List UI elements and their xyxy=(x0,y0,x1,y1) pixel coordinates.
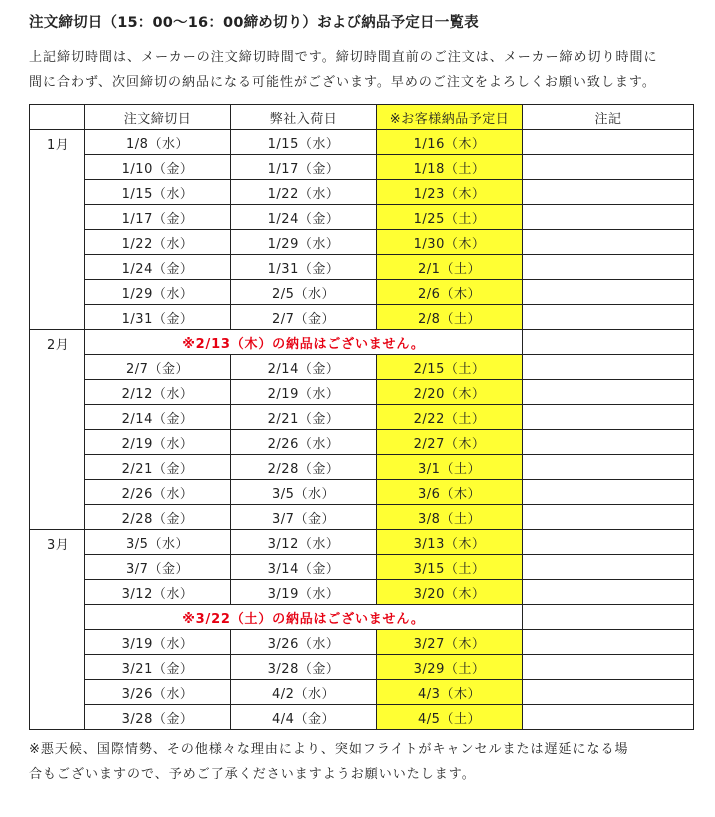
delivery-date-cell: 3/1（土） xyxy=(377,455,523,480)
note-cell xyxy=(523,130,694,155)
note-cell xyxy=(523,305,694,330)
delivery-date-cell: 3/15（土） xyxy=(377,555,523,580)
order-deadline-cell: 1/8（水） xyxy=(85,130,231,155)
arrival-date-cell: 2/21（金） xyxy=(231,405,377,430)
table-row xyxy=(30,505,694,530)
arrival-date-cell: 3/12（水） xyxy=(231,530,377,555)
order-deadline-cell: 3/21（金） xyxy=(85,655,231,680)
note-cell xyxy=(523,455,694,480)
order-deadline-cell: 1/24（金） xyxy=(85,255,231,280)
table-row xyxy=(30,130,694,155)
footnote-line: 合もございますので、予めご了承くださいますようお願いいたします。 xyxy=(29,767,476,782)
delivery-date-cell: 1/18（土） xyxy=(377,155,523,180)
arrival-date-cell: 1/24（金） xyxy=(231,205,377,230)
note-cell xyxy=(523,555,694,580)
table-row xyxy=(30,405,694,430)
month-label-march: 3月 xyxy=(30,530,85,730)
arrival-date-cell: 3/19（水） xyxy=(231,580,377,605)
note-cell xyxy=(523,155,694,180)
table-row xyxy=(30,630,694,655)
notice-row xyxy=(30,605,694,630)
arrival-date-cell: 3/14（金） xyxy=(231,555,377,580)
table-row xyxy=(30,255,694,280)
arrival-date-cell: 1/15（水） xyxy=(231,130,377,155)
delivery-date-cell: 3/6（木） xyxy=(377,480,523,505)
arrival-date-cell: 2/14（金） xyxy=(231,355,377,380)
note-cell xyxy=(523,605,694,630)
note-cell xyxy=(523,280,694,305)
header-arrival-date: 弊社入荷日 xyxy=(231,105,377,130)
arrival-date-cell: 1/29（水） xyxy=(231,230,377,255)
arrival-date-cell: 3/28（金） xyxy=(231,655,377,680)
note-cell xyxy=(523,255,694,280)
intro-text xyxy=(29,45,709,95)
month-label-february: 2月 xyxy=(30,330,85,530)
arrival-date-cell: 4/4（金） xyxy=(231,705,377,730)
table-row xyxy=(30,555,694,580)
delivery-date-cell: 3/27（木） xyxy=(377,630,523,655)
no-delivery-notice: ※2/13（木）の納品はございません。 xyxy=(85,330,523,355)
table-row xyxy=(30,680,694,705)
table-row xyxy=(30,455,694,480)
delivery-date-cell: 4/5（土） xyxy=(377,705,523,730)
delivery-date-cell: 2/8（土） xyxy=(377,305,523,330)
note-cell xyxy=(523,430,694,455)
order-deadline-cell: 3/7（金） xyxy=(85,555,231,580)
order-deadline-cell: 2/12（水） xyxy=(85,380,231,405)
table-row xyxy=(30,430,694,455)
delivery-date-cell: 1/23（木） xyxy=(377,180,523,205)
arrival-date-cell: 2/26（水） xyxy=(231,430,377,455)
order-deadline-cell: 1/29（水） xyxy=(85,280,231,305)
table-row xyxy=(30,280,694,305)
note-cell xyxy=(523,405,694,430)
arrival-date-cell: 1/17（金） xyxy=(231,155,377,180)
footnote-line: ※悪天候、国際情勢、その他様々な理由により、突如フライトがキャンセルまたは遅延になる場 xyxy=(29,742,629,757)
note-cell xyxy=(523,630,694,655)
delivery-date-cell: 1/16（木） xyxy=(377,130,523,155)
arrival-date-cell: 2/19（水） xyxy=(231,380,377,405)
delivery-date-cell: 2/27（木） xyxy=(377,430,523,455)
order-deadline-cell: 1/15（水） xyxy=(85,180,231,205)
order-deadline-cell: 3/19（水） xyxy=(85,630,231,655)
note-cell xyxy=(523,530,694,555)
arrival-date-cell: 3/5（水） xyxy=(231,480,377,505)
order-deadline-cell: 3/26（水） xyxy=(85,680,231,705)
order-deadline-cell: 2/14（金） xyxy=(85,405,231,430)
note-cell xyxy=(523,705,694,730)
delivery-date-cell: 2/1（土） xyxy=(377,255,523,280)
table-row xyxy=(30,655,694,680)
table-row xyxy=(30,480,694,505)
footnote xyxy=(29,737,704,787)
notice-row xyxy=(30,330,694,355)
header-month xyxy=(30,105,85,130)
header-note: 注記 xyxy=(523,105,694,130)
header-row xyxy=(30,105,694,130)
table-row xyxy=(30,355,694,380)
order-deadline-cell: 2/19（水） xyxy=(85,430,231,455)
intro-line: 間に合わず、次回締切の納品になる可能性がございます。早めのご注文をよろしくお願い致します。 xyxy=(29,75,656,90)
arrival-date-cell: 4/2（水） xyxy=(231,680,377,705)
note-cell xyxy=(523,330,694,355)
month-label-january: 1月 xyxy=(30,130,85,330)
page-title: 注文締切日（15：00〜16：00締め切り）および納品予定日一覧表 xyxy=(29,15,479,31)
delivery-date-cell: 2/20（木） xyxy=(377,380,523,405)
order-deadline-cell: 2/21（金） xyxy=(85,455,231,480)
schedule-table xyxy=(29,104,694,730)
order-deadline-cell: 2/7（金） xyxy=(85,355,231,380)
order-deadline-cell: 1/22（水） xyxy=(85,230,231,255)
table-row xyxy=(30,580,694,605)
order-deadline-cell: 1/10（金） xyxy=(85,155,231,180)
delivery-date-cell: 2/22（土） xyxy=(377,405,523,430)
note-cell xyxy=(523,205,694,230)
header-delivery-date: ※お客様納品予定日 xyxy=(377,105,523,130)
order-deadline-cell: 2/28（金） xyxy=(85,505,231,530)
table-row xyxy=(30,530,694,555)
note-cell xyxy=(523,380,694,405)
order-deadline-cell: 3/5（水） xyxy=(85,530,231,555)
table-row xyxy=(30,230,694,255)
delivery-date-cell: 3/20（木） xyxy=(377,580,523,605)
table-row xyxy=(30,205,694,230)
order-deadline-cell: 3/28（金） xyxy=(85,705,231,730)
table-row xyxy=(30,305,694,330)
order-deadline-cell: 1/17（金） xyxy=(85,205,231,230)
note-cell xyxy=(523,655,694,680)
arrival-date-cell: 2/7（金） xyxy=(231,305,377,330)
delivery-date-cell: 2/15（土） xyxy=(377,355,523,380)
order-deadline-cell: 1/31（金） xyxy=(85,305,231,330)
table-row xyxy=(30,155,694,180)
note-cell xyxy=(523,505,694,530)
delivery-date-cell: 3/13（木） xyxy=(377,530,523,555)
arrival-date-cell: 2/5（水） xyxy=(231,280,377,305)
intro-line: 上記締切時間は、メーカーの注文締切時間です。締切時間直前のご注文は、メーカー締め切り時間に xyxy=(29,50,658,65)
delivery-date-cell: 2/6（木） xyxy=(377,280,523,305)
delivery-date-cell: 1/30（木） xyxy=(377,230,523,255)
table-row xyxy=(30,380,694,405)
note-cell xyxy=(523,180,694,205)
arrival-date-cell: 1/22（水） xyxy=(231,180,377,205)
delivery-date-cell: 3/29（土） xyxy=(377,655,523,680)
table-row xyxy=(30,180,694,205)
arrival-date-cell: 3/7（金） xyxy=(231,505,377,530)
no-delivery-notice: ※3/22（土）の納品はございません。 xyxy=(85,605,523,630)
header-order-deadline: 注文締切日 xyxy=(85,105,231,130)
delivery-date-cell: 3/8（土） xyxy=(377,505,523,530)
note-cell xyxy=(523,230,694,255)
arrival-date-cell: 2/28（金） xyxy=(231,455,377,480)
order-deadline-cell: 3/12（水） xyxy=(85,580,231,605)
arrival-date-cell: 1/31（金） xyxy=(231,255,377,280)
arrival-date-cell: 3/26（水） xyxy=(231,630,377,655)
note-cell xyxy=(523,355,694,380)
note-cell xyxy=(523,680,694,705)
order-deadline-cell: 2/26（水） xyxy=(85,480,231,505)
table-row xyxy=(30,705,694,730)
note-cell xyxy=(523,580,694,605)
delivery-date-cell: 1/25（土） xyxy=(377,205,523,230)
note-cell xyxy=(523,480,694,505)
delivery-date-cell: 4/3（木） xyxy=(377,680,523,705)
